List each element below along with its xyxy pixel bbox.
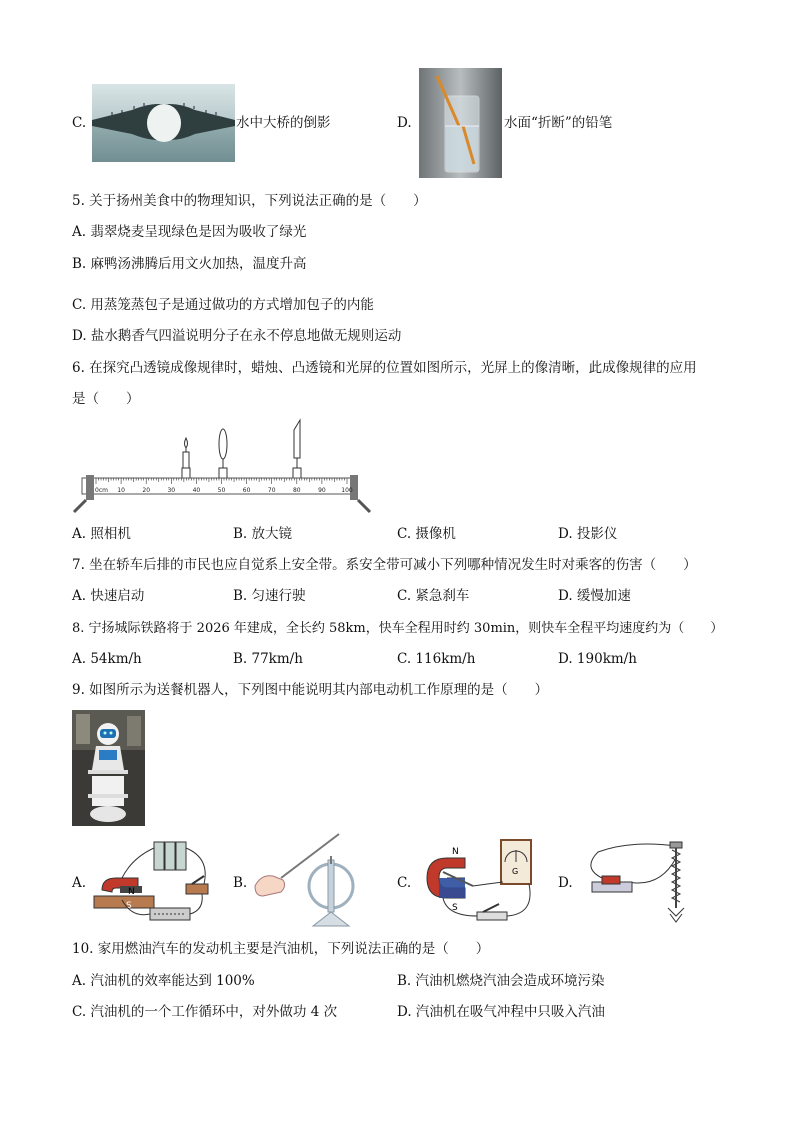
q8-stem: 8. 宁扬城际铁路将于 2026 年建成，全长约 58km，快车全程用时约 30min，则快车全程平均速度约为（ ） [72, 621, 724, 636]
q6-option-c: C. 摄像机 [397, 526, 456, 542]
svg-text:S: S [452, 903, 458, 913]
ruler-unit-label: 0cm [95, 487, 108, 494]
bridge-reflection-image [92, 84, 235, 162]
q7-option-c: C. 紧急刹车 [397, 588, 470, 604]
candle [182, 438, 190, 478]
ruler-tick-label: 40 [192, 487, 201, 494]
q9-stem: 9. 如图所示为送餐机器人，下列图中能说明其内部电动机工作原理的是（ ） [72, 682, 549, 698]
q8-option-b: B. 77km/h [233, 651, 303, 667]
ruler-tick-label: 100 [341, 487, 353, 494]
q7-stem: 7. 坐在轿车后排的市民也应自觉系上安全带。系安全带可减小下列哪种情况发生时对乘客的伤害（ ） [72, 557, 697, 573]
q5-option-c: C. 用蒸笼蒸包子是通过做功的方式增加包子的内能 [72, 297, 374, 313]
option-c-text: 水中大桥的倒影 [236, 115, 331, 131]
delivery-robot-photo [72, 710, 145, 826]
pencil-in-water-image [419, 68, 502, 178]
pole-s: S [126, 901, 132, 911]
pole-n: N [128, 887, 135, 897]
q6-stem-line1: 6. 在探究凸透镜成像规律时，蜡烛、凸透镜和光屏的位置如图所示，光屏上的像清晰，此成像规律的应用 [72, 360, 697, 376]
q7-option-a: A. 快速启动 [72, 588, 145, 604]
svg-text:N: N [452, 847, 459, 857]
ruler-tick-label: 90 [318, 487, 326, 494]
ruler-tick-label: 50 [217, 487, 226, 494]
ruler-tick-label: 80 [292, 487, 301, 494]
ruler-tick-label: 30 [167, 487, 176, 494]
q6-option-b: B. 放大镜 [233, 526, 293, 542]
q9-option-c-label: C. [397, 875, 412, 891]
q7-option-b: B. 匀速行驶 [233, 588, 306, 604]
q9-option-a-figure [92, 838, 217, 930]
convex-lens [219, 429, 227, 478]
q9-option-b-figure [253, 830, 369, 930]
q10-option-a: A. 汽油机的效率能达到 100% [72, 973, 255, 989]
ruler-tick-label: 10 [117, 487, 125, 494]
galvanometer-g: G [512, 867, 519, 876]
q9-option-b-label: B. [233, 875, 248, 891]
q5-option-d: D. 盐水鹅香气四溢说明分子在永不停息地做无规则运动 [72, 328, 402, 344]
q6-stem-line2: 是（ ） [72, 391, 140, 407]
q10-stem: 10. 家用燃油汽车的发动机主要是汽油机，下列说法正确的是（ ） [72, 941, 490, 957]
ruler-tick-label: 20 [142, 487, 151, 494]
battery-pack [154, 842, 186, 870]
optical-bench-figure [72, 418, 377, 518]
option-d-text: 水面“折断”的铅笔 [504, 115, 613, 131]
option-c-label: C. [72, 115, 87, 131]
q9-option-a-label: A. [72, 875, 87, 891]
q5-option-a: A. 翡翠烧麦呈现绿色是因为吸收了绿光 [72, 224, 307, 240]
q5-stem: 5. 关于扬州美食中的物理知识，下列说法正确的是（ ） [72, 193, 427, 209]
q9-option-d-figure [580, 838, 690, 928]
q8-option-c: C. 116km/h [397, 651, 476, 667]
ruler-tick-label: 60 [242, 487, 251, 494]
q8-option-d: D. 190km/h [558, 651, 637, 667]
q6-option-a: A. 照相机 [72, 526, 131, 542]
q6-option-d: D. 投影仪 [558, 526, 618, 542]
q5-option-b: B. 麻鸭汤沸腾后用文火加热，温度升高 [72, 256, 307, 272]
light-screen [293, 420, 301, 478]
q9-option-c-figure [417, 838, 535, 930]
q7-option-d: D. 缓慢加速 [558, 588, 631, 604]
option-d-label: D. [397, 115, 412, 131]
q8-option-a: A. 54km/h [72, 651, 142, 667]
q9-option-d-label: D. [558, 875, 573, 891]
ruler-tick-label: 70 [267, 487, 276, 494]
q10-option-d: D. 汽油机在吸气冲程中只吸入汽油 [397, 1004, 605, 1020]
q10-option-b: B. 汽油机燃烧汽油会造成环境污染 [397, 973, 605, 989]
q10-option-c: C. 汽油机的一个工作循环中，对外做功 4 次 [72, 1004, 338, 1020]
